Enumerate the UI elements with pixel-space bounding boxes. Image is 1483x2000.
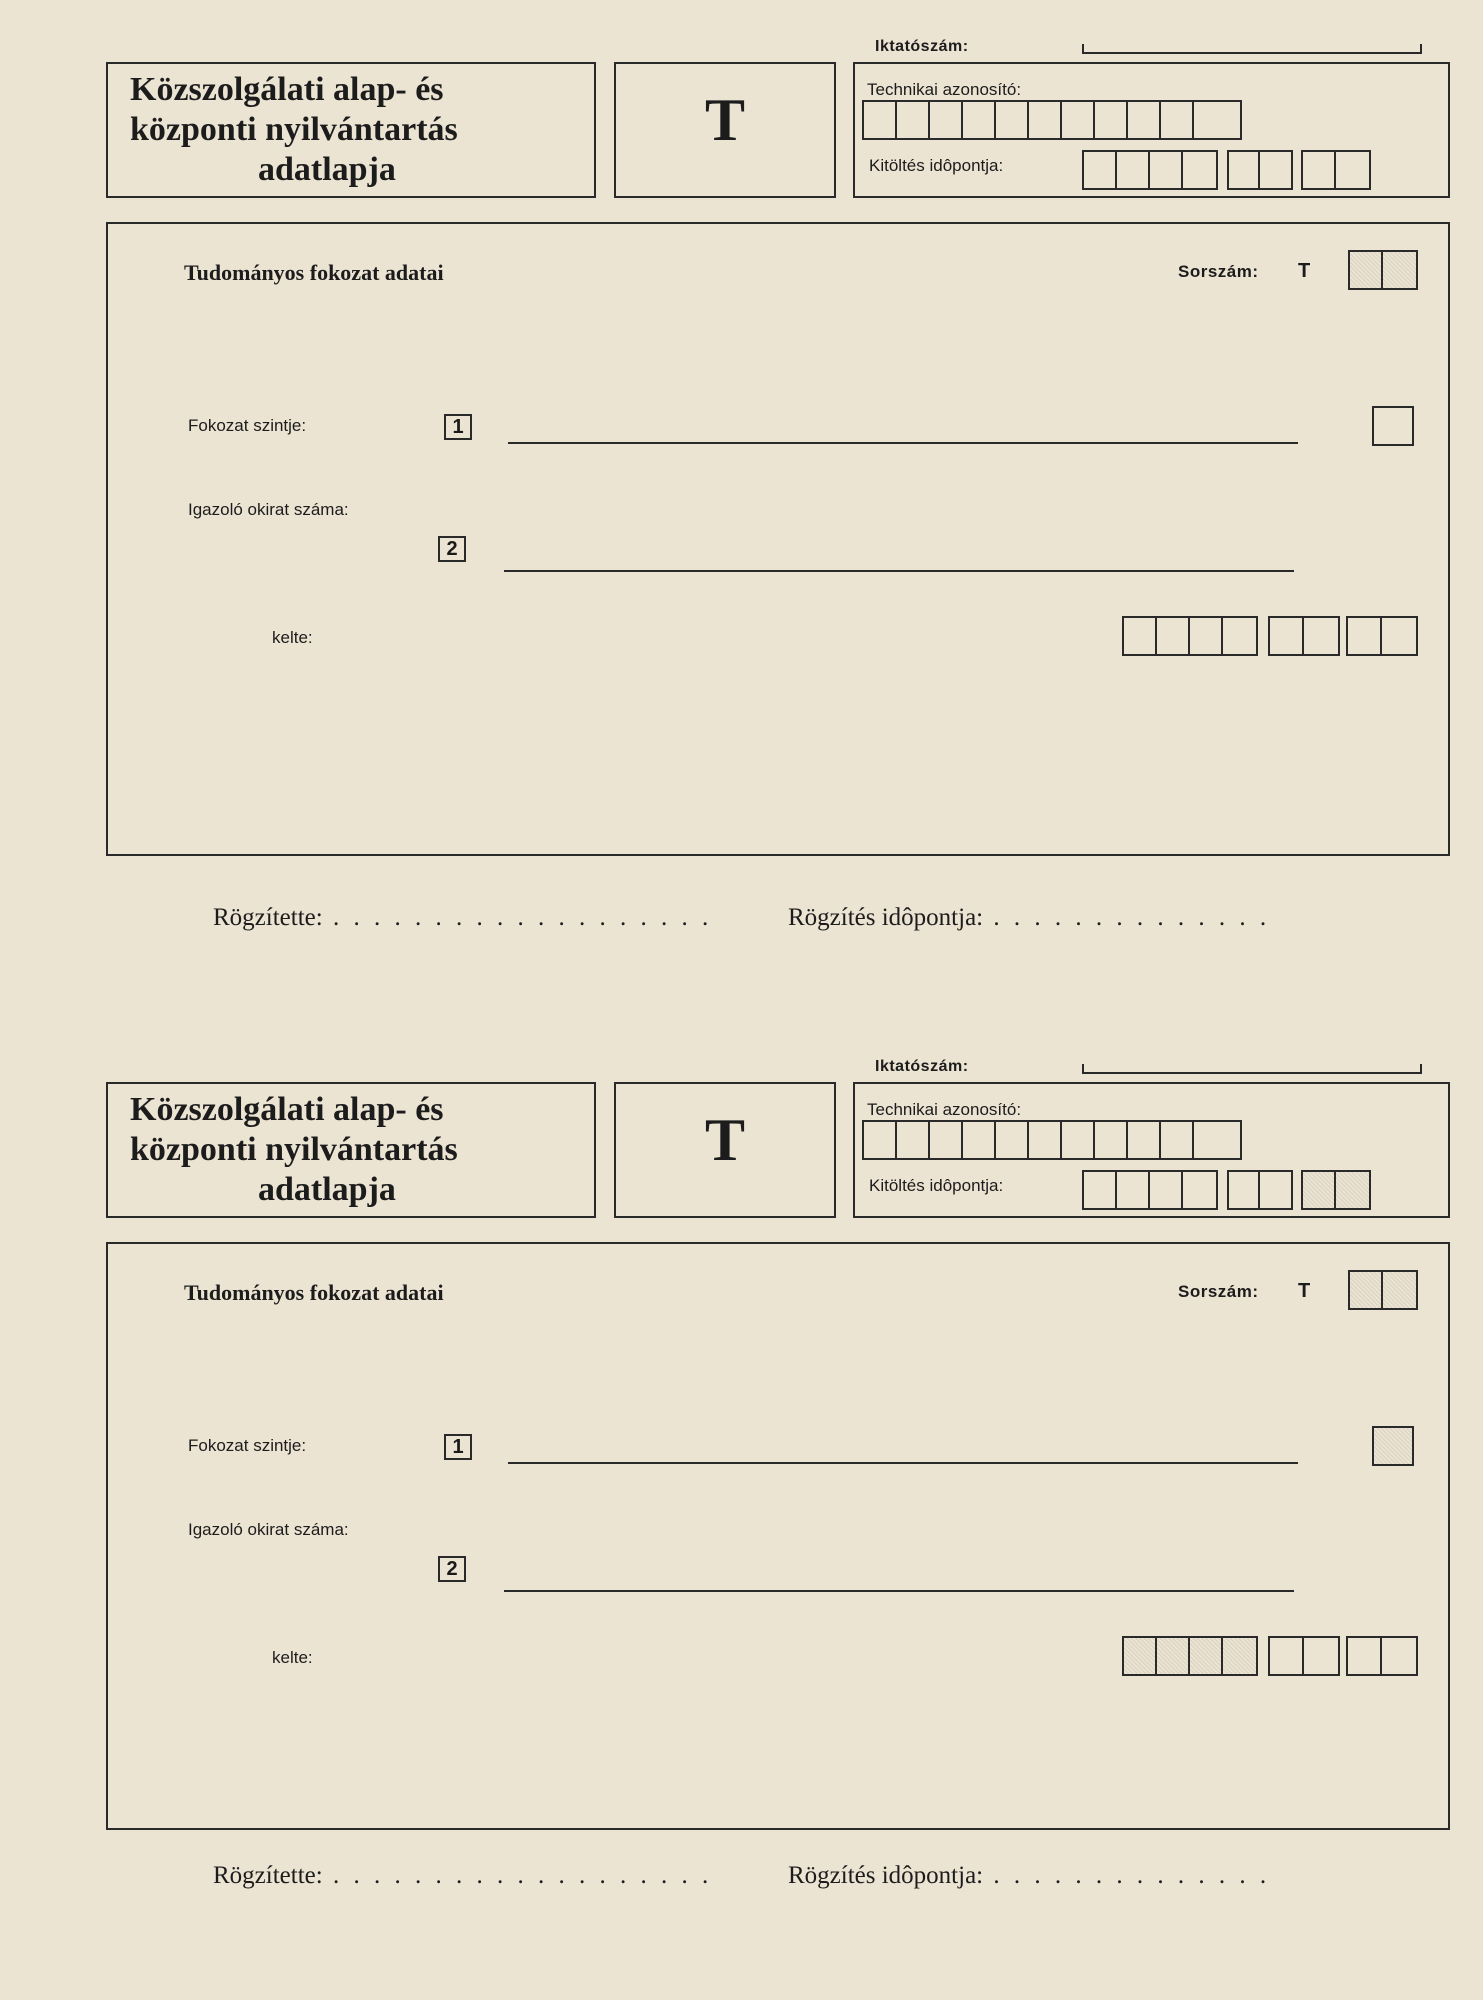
igazolo-okirat-label: Igazoló okirat száma: <box>188 1520 349 1539</box>
form-title: Közszolgálati alap- és központi nyilvántartás adatlapja <box>130 1091 458 1208</box>
form-2 <box>0 1020 1483 2000</box>
kelte-label: kelte: <box>272 628 313 647</box>
igazolo-okirat-line[interactable] <box>504 570 1294 572</box>
kitoltes-day-cells[interactable] <box>1301 1170 1371 1210</box>
fokozat-szintje-code-cell[interactable] <box>1372 1426 1414 1466</box>
fokozat-szintje-line[interactable] <box>508 1462 1298 1464</box>
kelte-label: kelte: <box>272 1648 313 1667</box>
technikai-azonosito-cells[interactable] <box>862 100 1242 140</box>
form-title-box <box>106 62 596 198</box>
kelte-day-cells[interactable] <box>1346 616 1418 656</box>
sorszam-label: Sorszám: <box>1178 1282 1259 1301</box>
sorszam-prefix: T <box>1298 1280 1311 1302</box>
kitoltes-month-cells[interactable] <box>1227 1170 1293 1210</box>
section-title: Tudományos fokozat adatai <box>184 260 444 285</box>
fokozat-szintje-line[interactable] <box>508 442 1298 444</box>
kelte-year-cells[interactable] <box>1122 1636 1258 1676</box>
kitoltes-month-cells[interactable] <box>1227 150 1293 190</box>
iktatoszam-field[interactable] <box>1082 1064 1422 1074</box>
kelte-day-cells[interactable] <box>1346 1636 1418 1676</box>
igazolo-okirat-label: Igazoló okirat száma: <box>188 500 349 519</box>
kitoltes-day-cells[interactable] <box>1301 150 1371 190</box>
fokozat-szintje-number: 1 <box>444 414 472 440</box>
form-1 <box>0 0 1483 980</box>
fokozat-szintje-code-cell[interactable] <box>1372 406 1414 446</box>
kitoltes-idopontja-label: Kitöltés idôpontja: <box>869 156 1004 175</box>
footer-rogzitette: Rögzítette: . . . . . . . . . . . . . . . . . . . <box>213 904 713 931</box>
section-title: Tudományos fokozat adatai <box>184 1280 444 1305</box>
technikai-azonosito-cells[interactable] <box>862 1120 1242 1160</box>
sorszam-cells[interactable] <box>1348 1270 1418 1310</box>
footer-rogzites-idopontja: Rögzítés idôpontja: . . . . . . . . . . . . . . <box>788 904 1271 931</box>
footer-rogzitette: Rögzítette: . . . . . . . . . . . . . . . . . . . <box>213 1862 713 1889</box>
kitoltes-year-cells[interactable] <box>1082 1170 1218 1210</box>
form-letter-box <box>614 1082 836 1218</box>
form-letter-box <box>614 62 836 198</box>
iktatoszam-field[interactable] <box>1082 44 1422 54</box>
technikai-azonosito-label: Technikai azonosító: <box>867 1100 1022 1119</box>
section-box <box>106 1242 1450 1830</box>
igazolo-okirat-number: 2 <box>438 536 466 562</box>
footer-rogzites-idopontja: Rögzítés idôpontja: . . . . . . . . . . . . . . <box>788 1862 1271 1889</box>
kelte-month-cells[interactable] <box>1268 1636 1340 1676</box>
fokozat-szintje-label: Fokozat szintje: <box>188 1436 307 1455</box>
sorszam-cells[interactable] <box>1348 250 1418 290</box>
fokozat-szintje-number: 1 <box>444 1434 472 1460</box>
kelte-year-cells[interactable] <box>1122 616 1258 656</box>
form-title-box <box>106 1082 596 1218</box>
technikai-azonosito-label: Technikai azonosító: <box>867 80 1022 99</box>
kitoltes-year-cells[interactable] <box>1082 150 1218 190</box>
kelte-month-cells[interactable] <box>1268 616 1340 656</box>
fokozat-szintje-label: Fokozat szintje: <box>188 416 307 435</box>
iktatoszam-label: Iktatószám: <box>875 1058 969 1075</box>
section-box <box>106 222 1450 856</box>
form-letter: T <box>704 87 746 153</box>
form-letter: T <box>704 1107 746 1173</box>
iktatoszam-label: Iktatószám: <box>875 38 969 55</box>
igazolo-okirat-number: 2 <box>438 1556 466 1582</box>
form-id-box <box>853 1082 1450 1218</box>
form-title: Közszolgálati alap- és központi nyilvántartás adatlapja <box>130 71 458 188</box>
kitoltes-idopontja-label: Kitöltés idôpontja: <box>869 1176 1004 1195</box>
sorszam-label: Sorszám: <box>1178 262 1259 281</box>
sorszam-prefix: T <box>1298 260 1311 282</box>
form-id-box <box>853 62 1450 198</box>
igazolo-okirat-line[interactable] <box>504 1590 1294 1592</box>
